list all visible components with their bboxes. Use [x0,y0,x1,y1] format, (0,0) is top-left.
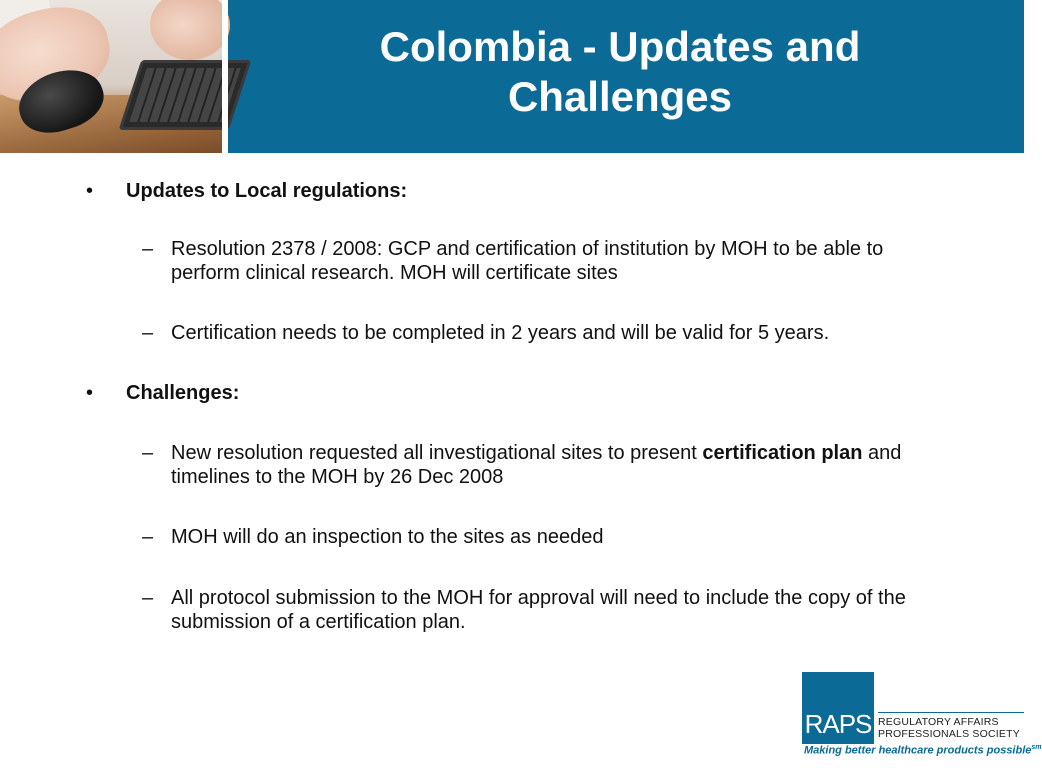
raps-tagline [804,744,1042,757]
header-divider [222,0,228,153]
bullet-heading-updates: Updates to Local regulations: [126,180,408,202]
slide-title-line2: Challenges [507,73,733,120]
slide-title [300,22,940,122]
raps-org-line1: REGULATORY AFFAIRS [878,716,999,728]
photo-keyboard [119,60,252,130]
bullet-mark: • [86,180,94,202]
bullet-heading-challenges: Challenges: [126,382,240,404]
text-part: and timelines to the MOH by 26 Dec 2008 [171,442,902,488]
dash-mark: – [142,238,154,260]
raps-logo [802,672,1042,762]
slide-title-line1: Colombia - Updates and [379,23,861,70]
photo-hand [150,0,230,60]
sub-item-text: Resolution 2378 / 2008: GCP and certification of institution by MOH to be able to perform clinical research. MOH will certificate sites [171,238,884,284]
raps-logo-box [802,672,874,744]
sub-item-text: Certification needs to be completed in 2 years and will be valid for 5 years. [171,322,830,344]
dash-mark: – [142,442,154,464]
raps-tagline-text: Making better healthcare products possible [804,744,1032,757]
raps-service-mark: sm [1031,744,1042,751]
text-bold-part: certification plan [702,442,863,464]
sub-item-text [171,441,931,489]
raps-acronym: RAPS [804,709,872,739]
sub-item-text: MOH will do an inspection to the sites as needed [171,526,604,548]
dash-mark: – [142,526,154,548]
bullet-mark: • [86,382,94,404]
slide-header [0,0,1024,153]
dash-mark: – [142,322,154,344]
dash-mark: – [142,587,154,609]
text-part: New resolution requested all investigational sites to present [171,442,703,464]
sub-item-text: All protocol submission to the MOH for approval will need to include the copy of the submission of a certification plan. [171,587,906,633]
raps-org-line2: PROFESSIONALS SOCIETY [878,728,1020,740]
header-photo [0,0,222,153]
raps-org-name [878,712,1024,740]
